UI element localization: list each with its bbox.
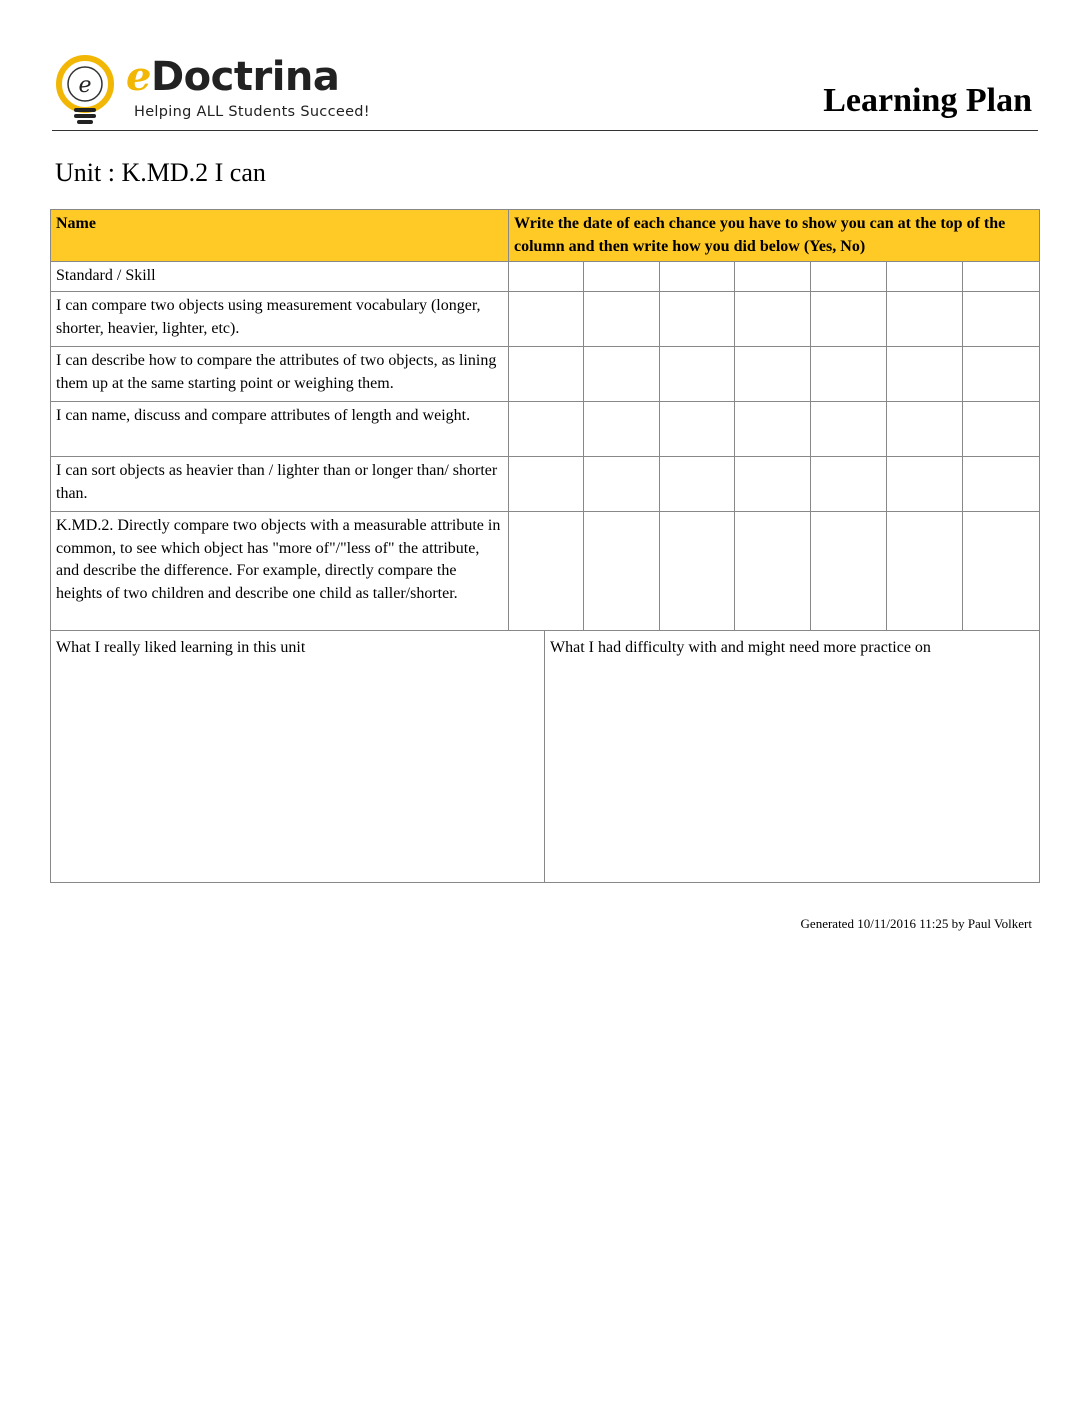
result-cell[interactable] — [811, 512, 887, 631]
result-cell[interactable] — [660, 347, 735, 402]
unit-title: Unit : K.MD.2 I can — [55, 158, 266, 187]
result-cell[interactable] — [887, 292, 963, 347]
date-cell[interactable] — [811, 262, 887, 292]
table-row — [51, 347, 1040, 402]
result-cell[interactable] — [811, 457, 887, 512]
result-cell[interactable] — [509, 292, 584, 347]
skill-text: I can sort objects as heavier than / lighter than or longer than/ shorter than. — [51, 457, 509, 512]
result-cell[interactable] — [963, 347, 1040, 402]
result-cell[interactable] — [660, 292, 735, 347]
result-cell[interactable] — [887, 457, 963, 512]
result-cell[interactable] — [509, 512, 584, 631]
result-cell[interactable] — [584, 402, 660, 457]
logo-wordmark — [126, 54, 339, 100]
instructions-header: Write the date of each chance you have to show you can at the top of the column and then write how you did below (Yes, No) — [509, 210, 1040, 262]
result-cell[interactable] — [735, 292, 811, 347]
result-cell[interactable] — [660, 512, 735, 631]
result-cell[interactable] — [509, 402, 584, 457]
logo-brand: Doctrina — [150, 54, 340, 100]
date-cell[interactable] — [887, 262, 963, 292]
difficulty-box[interactable]: What I had difficulty with and might need more practice on — [545, 631, 1040, 883]
result-cell[interactable] — [509, 457, 584, 512]
result-cell[interactable] — [660, 402, 735, 457]
logo-tagline: Helping ALL Students Succeed! — [134, 104, 370, 120]
generated-footer: Generated 10/11/2016 11:25 by Paul Volkert — [800, 916, 1032, 931]
skill-text: K.MD.2. Directly compare two objects with a measurable attribute in common, to see which object has "more of"/"less of" the attribute, and describe the difference. For example, directly compare the heights of two children and describe one child as taller/shorter. — [51, 512, 509, 631]
date-cell[interactable] — [584, 262, 660, 292]
table-row — [51, 512, 1040, 631]
edoctrina-logo — [54, 52, 374, 128]
page-header — [52, 52, 1038, 131]
table-row — [51, 402, 1040, 457]
result-cell[interactable] — [887, 512, 963, 631]
result-cell[interactable] — [811, 402, 887, 457]
skill-text: I can compare two objects using measurement vocabulary (longer, shorter, heavier, lighter, etc). — [51, 292, 509, 347]
result-cell[interactable] — [963, 402, 1040, 457]
liked-box[interactable]: What I really liked learning in this unit — [51, 631, 545, 883]
lightbulb-icon — [54, 54, 118, 126]
date-cell[interactable] — [963, 262, 1040, 292]
result-cell[interactable] — [584, 292, 660, 347]
result-cell[interactable] — [811, 347, 887, 402]
logo-e: e — [126, 53, 151, 100]
result-cell[interactable] — [509, 347, 584, 402]
svg-text:e: e — [78, 73, 92, 98]
result-cell[interactable] — [887, 347, 963, 402]
result-cell[interactable] — [660, 457, 735, 512]
date-cell[interactable] — [735, 262, 811, 292]
result-cell[interactable] — [887, 402, 963, 457]
skill-header-row — [51, 262, 1040, 292]
result-cell[interactable] — [584, 512, 660, 631]
page-title: Learning Plan — [823, 82, 1032, 119]
name-header: Name — [51, 210, 509, 262]
result-cell[interactable] — [963, 512, 1040, 631]
table-header-row — [51, 210, 1040, 262]
reflection-row — [51, 631, 1040, 883]
result-cell[interactable] — [735, 512, 811, 631]
table-row — [51, 457, 1040, 512]
learning-plan-table — [50, 209, 1040, 631]
skill-text: I can name, discuss and compare attributes of length and weight. — [51, 402, 509, 457]
table-row — [51, 292, 1040, 347]
reflection-table — [50, 630, 1040, 883]
result-cell[interactable] — [735, 347, 811, 402]
result-cell[interactable] — [584, 457, 660, 512]
result-cell[interactable] — [811, 292, 887, 347]
result-cell[interactable] — [963, 457, 1040, 512]
result-cell[interactable] — [735, 457, 811, 512]
result-cell[interactable] — [735, 402, 811, 457]
date-cell[interactable] — [660, 262, 735, 292]
date-cell[interactable] — [509, 262, 584, 292]
skill-text: I can describe how to compare the attributes of two objects, as lining them up at the same starting point or weighing them. — [51, 347, 509, 402]
result-cell[interactable] — [963, 292, 1040, 347]
result-cell[interactable] — [584, 347, 660, 402]
skill-header: Standard / Skill — [51, 262, 509, 292]
